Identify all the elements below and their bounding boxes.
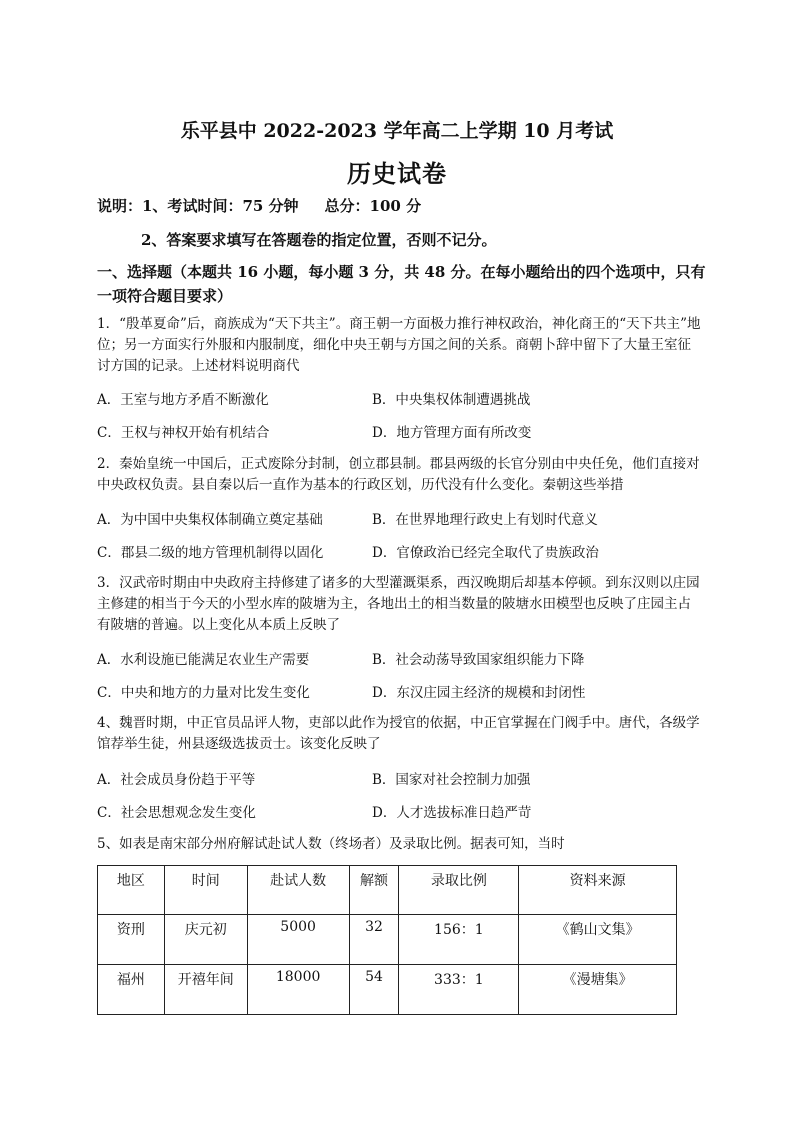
instructions-line-1	[97, 195, 707, 216]
table-cell: 资刑	[98, 915, 165, 965]
table-header-cell: 赴试人数	[247, 866, 349, 915]
question-2-option-b: B．在世界地理行政史上有划时代意义	[372, 512, 598, 528]
table-cell: 《鹤山文集》	[519, 915, 677, 965]
question-4-option-d: D．人才选拔标准日趋严苛	[372, 805, 532, 821]
question-3-stem: 3．汉武帝时期由中央政府主持修建了诸多的大型灌溉渠系，西汉晚期后却基本停顿。到东汉则以庄园主修建的相当于今天的小型水库的陂塘为主，各地出土的相当数量的陂塘水田模型也反映了庄园主占有陂塘的普遍。以上变化从本质上反映了	[97, 575, 700, 633]
table-cell: 32	[349, 915, 399, 965]
exam-title: 乐平县中 2022-2023 学年高二上学期 10 月考试	[180, 120, 614, 142]
table-row	[98, 915, 677, 965]
table-cell: 庆元初	[164, 915, 247, 965]
section-heading: 一、选择题（本题共 16 小题，每小题 3 分，共 48 分。在每小题给出的四个选项中，只有一项符合题目要求）	[97, 263, 706, 305]
question-3-option-b: B．社会动荡导致国家组织能力下降	[372, 652, 585, 668]
table-header-row	[98, 866, 677, 915]
exam-subject: 历史试卷	[347, 159, 447, 188]
question-5-stem: 5、如表是南宋部分州府解试赴试人数（终场者）及录取比例。据表可知，当时	[97, 836, 565, 852]
instructions-time: 说明：1、考试时间：75 分钟	[97, 197, 299, 215]
question-3-option-d: D．东汉庄园主经济的规模和封闭性	[372, 685, 586, 701]
question-1-option-d: D．地方管理方面有所改变	[372, 425, 532, 441]
table-header-cell: 资料来源	[519, 866, 677, 915]
question-4-option-b: B．国家对社会控制力加强	[372, 772, 531, 788]
question-2-option-d: D．官僚政治已经完全取代了贵族政治	[372, 545, 599, 561]
question-4-stem: 4、魏晋时期，中正官员品评人物，吏部以此作为授官的依据，中正官掌握在门阀手中。唐代，各级学馆荐举生徒，州县逐级选拔贡士。该变化反映了	[97, 715, 700, 752]
instructions-line-2: 2、答案要求填写在答题卷的指定位置，否则不记分。	[141, 231, 497, 249]
question-2-option-c: C．郡县二级的地方管理机制得以固化	[97, 545, 324, 561]
table-cell: 《漫塘集》	[519, 965, 677, 1015]
question-3-option-c: C．中央和地方的力量对比发生变化	[97, 685, 310, 701]
table-header-cell: 地区	[98, 866, 165, 915]
table-cell: 福州	[98, 965, 165, 1015]
question-2-option-a: A．为中国中央集权体制确立奠定基础	[97, 512, 323, 528]
question-4-option-a: A．社会成员身份趋于平等	[97, 772, 256, 788]
table-header-cell: 时间	[164, 866, 247, 915]
exam-data-table	[97, 865, 677, 1015]
table-cell: 156：1	[399, 915, 519, 965]
question-1-option-b: B．中央集权体制遭遇挑战	[372, 392, 531, 408]
table-cell: 开禧年间	[164, 965, 247, 1015]
question-1-option-a: A．王室与地方矛盾不断激化	[97, 392, 269, 408]
question-4-option-c: C．社会思想观念发生变化	[97, 805, 256, 821]
question-2-stem: 2．秦始皇统一中国后，正式废除分封制，创立郡县制。郡县两级的长官分别由中央任免，他们直接对中央政权负责。县自秦以后一直作为基本的行政区划，历代没有什么变化。秦朝这些举措	[97, 456, 700, 493]
table-header-cell: 解额	[349, 866, 399, 915]
question-1-option-c: C．王权与神权开始有机结合	[97, 425, 270, 441]
instructions-score: 总分：100 分	[324, 197, 422, 215]
table-header-cell: 录取比例	[399, 866, 519, 915]
table-cell: 5000	[247, 915, 349, 965]
table-cell: 333：1	[399, 965, 519, 1015]
question-1-stem: 1．“殷革夏命”后，商族成为“天下共主”。商王朝一方面极力推行神权政治，神化商王的“天下共主”地位；另一方面实行外服和内服制度，细化中央王朝与方国之间的关系。商朝卜辞中留下了大量王室征讨方国的记录。上述材料说明商代	[97, 316, 701, 374]
table-row	[98, 965, 677, 1015]
table-cell: 54	[349, 965, 399, 1015]
table-cell: 18000	[247, 965, 349, 1015]
question-3-option-a: A．水利设施已能满足农业生产需要	[97, 652, 310, 668]
